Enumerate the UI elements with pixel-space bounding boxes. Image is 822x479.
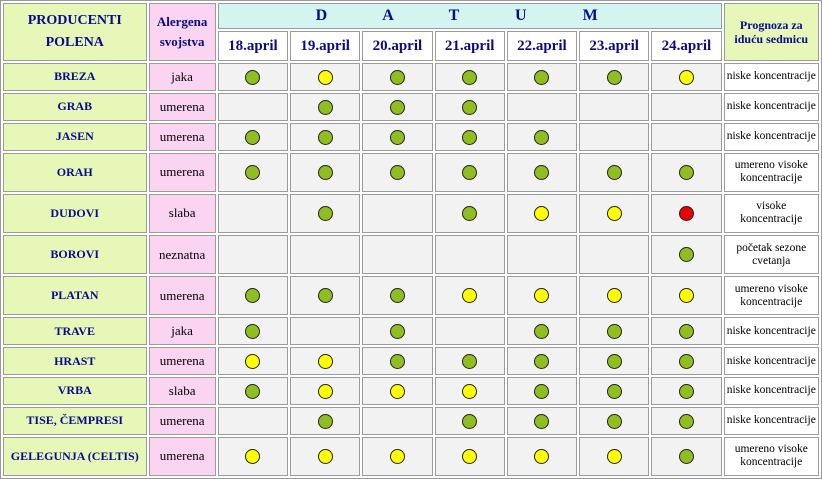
day-cell — [362, 93, 432, 121]
green-circle-icon — [318, 414, 333, 429]
day-cell — [218, 377, 288, 405]
day-cell — [218, 276, 288, 315]
yellow-circle-icon — [318, 70, 333, 85]
allergen-level: umerena — [149, 276, 216, 315]
green-circle-icon — [679, 324, 694, 339]
green-circle-icon — [534, 70, 549, 85]
green-circle-icon — [462, 70, 477, 85]
yellow-circle-icon — [318, 354, 333, 369]
header-date: 22.april — [507, 31, 577, 61]
day-cell — [362, 194, 432, 233]
day-cell — [218, 123, 288, 151]
day-cell — [218, 437, 288, 476]
day-cell — [507, 63, 577, 91]
plant-name: HRAST — [3, 347, 147, 375]
green-circle-icon — [245, 324, 260, 339]
plant-name: GRAB — [3, 93, 147, 121]
yellow-circle-icon — [390, 449, 405, 464]
day-cell — [290, 347, 360, 375]
day-cell — [579, 437, 649, 476]
green-circle-icon — [390, 165, 405, 180]
green-circle-icon — [534, 165, 549, 180]
forecast-text: niske koncentracije — [724, 347, 819, 375]
day-cell — [290, 276, 360, 315]
green-circle-icon — [534, 324, 549, 339]
header-producers: PRODUCENTI POLENA — [3, 3, 147, 61]
yellow-circle-icon — [462, 288, 477, 303]
day-cell — [218, 235, 288, 274]
day-cell — [651, 235, 721, 274]
green-circle-icon — [462, 100, 477, 115]
plant-name: GELEGUNJA (CELTIS) — [3, 437, 147, 476]
green-circle-icon — [390, 130, 405, 145]
header-date: 18.april — [218, 31, 288, 61]
yellow-circle-icon — [534, 449, 549, 464]
forecast-text: niske koncentracije — [724, 377, 819, 405]
day-cell — [435, 437, 505, 476]
day-cell — [362, 377, 432, 405]
day-cell — [435, 93, 505, 121]
day-cell — [435, 63, 505, 91]
forecast-text: niske koncentracije — [724, 317, 819, 345]
plant-name: TRAVE — [3, 317, 147, 345]
green-circle-icon — [390, 324, 405, 339]
day-cell — [579, 276, 649, 315]
forecast-text: niske koncentracije — [724, 93, 819, 121]
yellow-circle-icon — [462, 384, 477, 399]
allergen-level: umerena — [149, 407, 216, 435]
allergen-level: umerena — [149, 93, 216, 121]
green-circle-icon — [462, 206, 477, 221]
day-cell — [507, 123, 577, 151]
day-cell — [362, 317, 432, 345]
allergen-level: umerena — [149, 347, 216, 375]
header-date: 21.april — [435, 31, 505, 61]
day-cell — [651, 437, 721, 476]
table-row — [3, 153, 819, 192]
day-cell — [290, 317, 360, 345]
day-cell — [290, 407, 360, 435]
table-row — [3, 123, 819, 151]
yellow-circle-icon — [390, 384, 405, 399]
day-cell — [579, 317, 649, 345]
forecast-text: niske koncentracije — [724, 63, 819, 91]
day-cell — [579, 153, 649, 192]
yellow-circle-icon — [679, 70, 694, 85]
green-circle-icon — [679, 247, 694, 262]
green-circle-icon — [679, 384, 694, 399]
day-cell — [507, 235, 577, 274]
green-circle-icon — [318, 130, 333, 145]
green-circle-icon — [534, 384, 549, 399]
day-cell — [435, 153, 505, 192]
green-circle-icon — [607, 165, 622, 180]
table-row — [3, 93, 819, 121]
yellow-circle-icon — [245, 354, 260, 369]
day-cell — [579, 235, 649, 274]
day-cell — [435, 194, 505, 233]
header-forecast: Prognoza za iduću sedmicu — [724, 3, 819, 61]
allergen-level: jaka — [149, 317, 216, 345]
day-cell — [218, 407, 288, 435]
day-cell — [362, 123, 432, 151]
day-cell — [651, 63, 721, 91]
day-cell — [507, 317, 577, 345]
green-circle-icon — [318, 288, 333, 303]
yellow-circle-icon — [318, 449, 333, 464]
plant-name: VRBA — [3, 377, 147, 405]
day-cell — [435, 407, 505, 435]
yellow-circle-icon — [607, 206, 622, 221]
day-cell — [579, 407, 649, 435]
green-circle-icon — [245, 288, 260, 303]
day-cell — [290, 93, 360, 121]
day-cell — [507, 276, 577, 315]
day-cell — [362, 437, 432, 476]
day-cell — [651, 317, 721, 345]
forecast-text: početak sezone cvetanja — [724, 235, 819, 274]
day-cell — [362, 153, 432, 192]
day-cell — [507, 407, 577, 435]
table-row — [3, 377, 819, 405]
allergen-level: umerena — [149, 437, 216, 476]
green-circle-icon — [462, 414, 477, 429]
day-cell — [507, 437, 577, 476]
yellow-circle-icon — [607, 449, 622, 464]
day-cell — [651, 407, 721, 435]
table-row — [3, 276, 819, 315]
day-cell — [218, 317, 288, 345]
day-cell — [579, 194, 649, 233]
day-cell — [290, 153, 360, 192]
header-allergen: Alergena svojstva — [149, 3, 216, 61]
day-cell — [290, 377, 360, 405]
green-circle-icon — [607, 414, 622, 429]
forecast-text: niske koncentracije — [724, 123, 819, 151]
day-cell — [507, 377, 577, 405]
allergen-level: umerena — [149, 153, 216, 192]
green-circle-icon — [245, 384, 260, 399]
green-circle-icon — [245, 70, 260, 85]
day-cell — [435, 347, 505, 375]
header-date: 19.april — [290, 31, 360, 61]
green-circle-icon — [390, 288, 405, 303]
plant-name: DUDOVI — [3, 194, 147, 233]
green-circle-icon — [390, 70, 405, 85]
day-cell — [579, 63, 649, 91]
table-row — [3, 407, 819, 435]
yellow-circle-icon — [245, 449, 260, 464]
yellow-circle-icon — [679, 288, 694, 303]
table-row — [3, 194, 819, 233]
header-date-group: D A T U M — [218, 3, 722, 29]
day-cell — [651, 377, 721, 405]
green-circle-icon — [607, 70, 622, 85]
allergen-level: umerena — [149, 123, 216, 151]
green-circle-icon — [607, 384, 622, 399]
yellow-circle-icon — [534, 288, 549, 303]
allergen-level: jaka — [149, 63, 216, 91]
plant-name: BREZA — [3, 63, 147, 91]
plant-name: ORAH — [3, 153, 147, 192]
day-cell — [651, 194, 721, 233]
day-cell — [579, 347, 649, 375]
green-circle-icon — [462, 354, 477, 369]
table-row — [3, 63, 819, 91]
green-circle-icon — [245, 165, 260, 180]
day-cell — [218, 63, 288, 91]
green-circle-icon — [318, 165, 333, 180]
table-row — [3, 235, 819, 274]
green-circle-icon — [607, 354, 622, 369]
green-circle-icon — [390, 100, 405, 115]
yellow-circle-icon — [318, 384, 333, 399]
day-cell — [651, 123, 721, 151]
day-cell — [651, 93, 721, 121]
day-cell — [290, 63, 360, 91]
yellow-circle-icon — [534, 206, 549, 221]
green-circle-icon — [679, 414, 694, 429]
day-cell — [579, 93, 649, 121]
day-cell — [362, 63, 432, 91]
day-cell — [290, 194, 360, 233]
header-date: 24.april — [651, 31, 721, 61]
green-circle-icon — [534, 130, 549, 145]
day-cell — [651, 153, 721, 192]
day-cell — [579, 377, 649, 405]
header-date: 20.april — [362, 31, 432, 61]
header-date: 23.april — [579, 31, 649, 61]
allergen-level: slaba — [149, 194, 216, 233]
day-cell — [218, 194, 288, 233]
day-cell — [290, 235, 360, 274]
day-cell — [435, 235, 505, 274]
day-cell — [651, 347, 721, 375]
day-cell — [290, 123, 360, 151]
yellow-circle-icon — [462, 449, 477, 464]
green-circle-icon — [534, 354, 549, 369]
forecast-text: umereno visoke koncentracije — [724, 276, 819, 315]
green-circle-icon — [462, 130, 477, 145]
green-circle-icon — [245, 130, 260, 145]
day-cell — [579, 123, 649, 151]
green-circle-icon — [679, 354, 694, 369]
forecast-text: umereno visoke koncentracije — [724, 437, 819, 476]
table-row — [3, 347, 819, 375]
day-cell — [507, 194, 577, 233]
green-circle-icon — [390, 354, 405, 369]
plant-name: PLATAN — [3, 276, 147, 315]
day-cell — [290, 437, 360, 476]
green-circle-icon — [318, 100, 333, 115]
day-cell — [362, 276, 432, 315]
day-cell — [435, 276, 505, 315]
day-cell — [435, 317, 505, 345]
plant-name: JASEN — [3, 123, 147, 151]
green-circle-icon — [679, 165, 694, 180]
day-cell — [435, 123, 505, 151]
day-cell — [218, 347, 288, 375]
plant-name: TISE, ČEMPRESI — [3, 407, 147, 435]
green-circle-icon — [534, 414, 549, 429]
allergen-level: slaba — [149, 377, 216, 405]
plant-name: BOROVI — [3, 235, 147, 274]
forecast-text: niske koncentracije — [724, 407, 819, 435]
day-cell — [362, 235, 432, 274]
yellow-circle-icon — [607, 288, 622, 303]
day-cell — [507, 153, 577, 192]
day-cell — [507, 347, 577, 375]
day-cell — [435, 377, 505, 405]
day-cell — [362, 347, 432, 375]
table-row — [3, 437, 819, 476]
day-cell — [507, 93, 577, 121]
forecast-text: visoke koncentracije — [724, 194, 819, 233]
green-circle-icon — [462, 165, 477, 180]
green-circle-icon — [607, 324, 622, 339]
day-cell — [651, 276, 721, 315]
red-circle-icon — [679, 206, 694, 221]
green-circle-icon — [318, 206, 333, 221]
allergen-level: neznatna — [149, 235, 216, 274]
green-circle-icon — [679, 449, 694, 464]
day-cell — [218, 93, 288, 121]
day-cell — [218, 153, 288, 192]
forecast-text: umereno visoke koncentracije — [724, 153, 819, 192]
day-cell — [362, 407, 432, 435]
table-row — [3, 317, 819, 345]
